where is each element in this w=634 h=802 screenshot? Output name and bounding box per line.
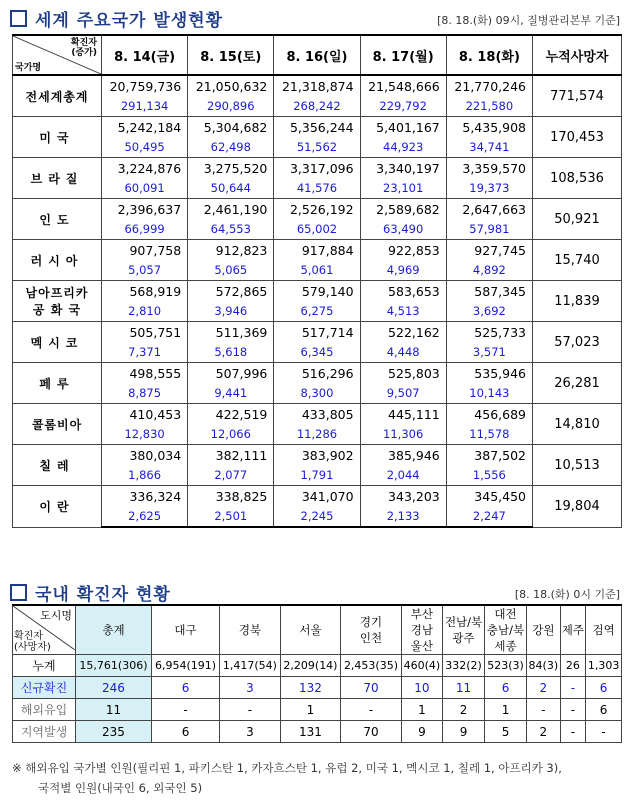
cumulative-cases-cell: 2,526,192 [274, 199, 360, 220]
cumulative-cases-cell: 579,140 [274, 281, 360, 302]
new-cases-cell: 50,644 [188, 178, 274, 199]
new-cases-cell: 8,875 [102, 383, 188, 404]
new-cases-cell: 4,892 [446, 260, 532, 281]
new-cases-cell: 9,441 [188, 383, 274, 404]
cumulative-cases-cell: 383,902 [274, 445, 360, 466]
world-cases-table [12, 34, 622, 528]
region-value-cell: 460(4) [401, 655, 442, 677]
cumulative-cases-cell: 410,453 [102, 404, 188, 425]
region-header: 총계 [76, 605, 152, 655]
region-value-cell: 235 [76, 721, 152, 743]
region-value-cell: 15,761(306) [76, 655, 152, 677]
cumulative-cases-cell: 525,803 [360, 363, 446, 384]
region-value-cell: 1 [401, 699, 442, 721]
region-value-cell: 6 [151, 721, 219, 743]
cumulative-cases-cell: 2,461,190 [188, 199, 274, 220]
cumulative-cases-cell: 917,884 [274, 240, 360, 261]
corner-top-label: 확진자 (증가) [70, 38, 97, 58]
country-name: 브라질 [13, 158, 102, 199]
country-new-row [13, 96, 622, 117]
new-cases-cell: 12,830 [102, 424, 188, 445]
new-cases-cell: 65,002 [274, 219, 360, 240]
region-value-cell: 11 [443, 677, 485, 699]
region-value-cell: - [586, 721, 622, 743]
region-value-cell: - [560, 721, 586, 743]
domestic-source-note: [8. 18.(화) 0시 기준] [514, 588, 620, 601]
cumulative-cases-cell: 3,359,570 [446, 158, 532, 179]
cumulative-cases-cell: 507,996 [188, 363, 274, 384]
corner-top-label: 도시명 [40, 609, 72, 622]
country-total-row [13, 158, 622, 179]
new-cases-cell: 19,373 [446, 178, 532, 199]
region-value-cell: 3 [220, 677, 281, 699]
footnote-line-2: 국적별 인원(내국인 6, 외국인 5) [38, 781, 203, 795]
cumulative-cases-cell: 3,317,096 [274, 158, 360, 179]
cumulative-cases-cell: 20,759,736 [102, 75, 188, 96]
region-value-cell: 6,954(191) [151, 655, 219, 677]
new-cases-cell: 9,507 [360, 383, 446, 404]
new-cases-cell: 34,741 [446, 137, 532, 158]
cumulative-deaths-cell: 11,839 [533, 281, 622, 322]
cumulative-cases-cell: 912,823 [188, 240, 274, 261]
cumulative-cases-cell: 2,647,663 [446, 199, 532, 220]
cumulative-cases-cell: 5,242,184 [102, 117, 188, 138]
region-header: 전남/북 광주 [443, 605, 485, 655]
new-cases-cell: 290,896 [188, 96, 274, 117]
cumulative-deaths-cell: 10,513 [533, 445, 622, 486]
cumulative-cases-cell: 587,345 [446, 281, 532, 302]
country-new-row [13, 383, 622, 404]
new-cases-cell: 4,513 [360, 301, 446, 322]
region-value-cell: - [527, 699, 561, 721]
cumulative-cases-cell: 568,919 [102, 281, 188, 302]
cumulative-cases-cell: 21,318,874 [274, 75, 360, 96]
cumulative-cases-cell: 2,589,682 [360, 199, 446, 220]
cumulative-cases-cell: 3,275,520 [188, 158, 274, 179]
new-cases-cell: 229,792 [360, 96, 446, 117]
country-new-row [13, 137, 622, 158]
region-value-cell: 1,417(54) [220, 655, 281, 677]
country-new-row [13, 219, 622, 240]
region-value-cell: 131 [280, 721, 341, 743]
region-value-cell: 2 [527, 677, 561, 699]
region-header: 강원 [527, 605, 561, 655]
cumulative-cases-cell: 511,369 [188, 322, 274, 343]
country-name [13, 281, 102, 322]
new-cases-cell: 11,578 [446, 424, 532, 445]
new-cases-cell: 5,618 [188, 342, 274, 363]
region-value-cell: 1 [485, 699, 527, 721]
world-title-text: 세계 주요국가 발생현황 [35, 11, 224, 31]
cumulative-cases-cell: 3,224,876 [102, 158, 188, 179]
region-header: 제주 [560, 605, 586, 655]
new-cases-cell: 11,286 [274, 424, 360, 445]
domestic-row [13, 655, 622, 677]
region-value-cell: - [560, 699, 586, 721]
region-value-cell: 523(3) [485, 655, 527, 677]
new-cases-cell: 5,061 [274, 260, 360, 281]
new-cases-cell: 221,580 [446, 96, 532, 117]
cumulative-deaths-cell: 57,023 [533, 322, 622, 363]
cumulative-cases-cell: 380,034 [102, 445, 188, 466]
new-cases-cell: 2,044 [360, 465, 446, 486]
cumulative-cases-cell: 345,450 [446, 486, 532, 507]
date-header: 8. 17(월) [360, 35, 446, 75]
new-cases-cell: 5,065 [188, 260, 274, 281]
new-cases-cell: 2,077 [188, 465, 274, 486]
new-cases-cell: 2,247 [446, 506, 532, 527]
domestic-row [13, 721, 622, 743]
region-value-cell: 9 [401, 721, 442, 743]
region-value-cell: 332(2) [443, 655, 485, 677]
region-header: 서울 [280, 605, 341, 655]
country-total-row [13, 363, 622, 384]
country-new-row [13, 506, 622, 527]
domestic-section-title [10, 580, 171, 605]
cumulative-cases-cell: 5,435,908 [446, 117, 532, 138]
new-cases-cell: 4,969 [360, 260, 446, 281]
cumulative-cases-cell: 456,689 [446, 404, 532, 425]
cumulative-cases-cell: 21,770,246 [446, 75, 532, 96]
region-header: 경기 인천 [341, 605, 402, 655]
country-total-row [13, 322, 622, 343]
region-value-cell: 10 [401, 677, 442, 699]
deaths-header: 누적사망자 [533, 35, 622, 75]
new-cases-cell: 64,553 [188, 219, 274, 240]
region-header: 대구 [151, 605, 219, 655]
new-cases-cell: 23,101 [360, 178, 446, 199]
new-cases-cell: 63,490 [360, 219, 446, 240]
domestic-corner-cell [13, 605, 76, 655]
country-new-row [13, 342, 622, 363]
region-value-cell: 3 [220, 721, 281, 743]
region-value-cell: - [151, 699, 219, 721]
region-value-cell: 6 [485, 677, 527, 699]
world-header-row [13, 35, 622, 75]
region-header: 경북 [220, 605, 281, 655]
new-cases-cell: 57,981 [446, 219, 532, 240]
country-name: 칠레 [13, 445, 102, 486]
domestic-row [13, 699, 622, 721]
new-cases-cell: 10,143 [446, 383, 532, 404]
region-header: 검역 [586, 605, 622, 655]
region-value-cell: 70 [341, 721, 402, 743]
new-cases-cell: 62,498 [188, 137, 274, 158]
row-label: 지역발생 [13, 721, 76, 743]
cumulative-cases-cell: 927,745 [446, 240, 532, 261]
cumulative-cases-cell: 907,758 [102, 240, 188, 261]
cumulative-cases-cell: 21,050,632 [188, 75, 274, 96]
country-total-row [13, 240, 622, 261]
country-total-row [13, 75, 622, 96]
new-cases-cell: 11,306 [360, 424, 446, 445]
cumulative-cases-cell: 498,555 [102, 363, 188, 384]
country-name: 멕시코 [13, 322, 102, 363]
country-total-row [13, 445, 622, 466]
footnote-line-1: ※ 해외유입 국가별 인원(필리핀 1, 파키스탄 1, 카자흐스탄 1, 유럽 2, 미국 1, 멕시코 1, 칠레 1, 아프리카 3), [12, 761, 562, 775]
cumulative-cases-cell: 21,548,666 [360, 75, 446, 96]
new-cases-cell: 2,501 [188, 506, 274, 527]
new-cases-cell: 1,866 [102, 465, 188, 486]
new-cases-cell: 5,057 [102, 260, 188, 281]
corner-bottom-label: 국가명 [15, 63, 42, 73]
date-header: 8. 18(화) [446, 35, 532, 75]
cumulative-cases-cell: 5,401,167 [360, 117, 446, 138]
date-header: 8. 14(금) [102, 35, 188, 75]
country-name: 페루 [13, 363, 102, 404]
country-total-row [13, 486, 622, 507]
world-corner-cell [13, 35, 102, 75]
cumulative-cases-cell: 572,865 [188, 281, 274, 302]
country-new-row [13, 424, 622, 445]
checkbox-square-icon [10, 584, 27, 601]
domestic-header-row [13, 605, 622, 655]
row-label: 신규확진 [13, 677, 76, 699]
new-cases-cell: 4,448 [360, 342, 446, 363]
region-value-cell: 2 [443, 699, 485, 721]
region-value-cell: 1,303 [586, 655, 622, 677]
date-header: 8. 16(일) [274, 35, 360, 75]
region-value-cell: 2,453(35) [341, 655, 402, 677]
new-cases-cell: 8,300 [274, 383, 360, 404]
cumulative-cases-cell: 517,714 [274, 322, 360, 343]
world-source-note: [8. 18.(화) 09시, 질병관리본부 기준] [437, 14, 620, 27]
cumulative-cases-cell: 525,733 [446, 322, 532, 343]
cumulative-cases-cell: 2,396,637 [102, 199, 188, 220]
new-cases-cell: 2,810 [102, 301, 188, 322]
domestic-cases-table [12, 604, 622, 743]
region-value-cell: 2,209(14) [280, 655, 341, 677]
new-cases-cell: 291,134 [102, 96, 188, 117]
region-value-cell: 5 [485, 721, 527, 743]
country-name: 전세계총계 [13, 75, 102, 117]
region-value-cell: - [220, 699, 281, 721]
world-section-title [10, 6, 223, 31]
country-new-row [13, 260, 622, 281]
country-new-row [13, 465, 622, 486]
cumulative-cases-cell: 583,653 [360, 281, 446, 302]
country-name: 미국 [13, 117, 102, 158]
cumulative-cases-cell: 341,070 [274, 486, 360, 507]
new-cases-cell: 60,091 [102, 178, 188, 199]
cumulative-cases-cell: 522,162 [360, 322, 446, 343]
new-cases-cell: 2,625 [102, 506, 188, 527]
cumulative-cases-cell: 505,751 [102, 322, 188, 343]
cumulative-cases-cell: 5,304,682 [188, 117, 274, 138]
cumulative-cases-cell: 336,324 [102, 486, 188, 507]
cumulative-deaths-cell: 50,921 [533, 199, 622, 240]
new-cases-cell: 6,275 [274, 301, 360, 322]
region-value-cell: 6 [151, 677, 219, 699]
row-label: 누계 [13, 655, 76, 677]
new-cases-cell: 12,066 [188, 424, 274, 445]
new-cases-cell: 3,571 [446, 342, 532, 363]
checkbox-square-icon [10, 10, 27, 27]
cumulative-cases-cell: 445,111 [360, 404, 446, 425]
cumulative-cases-cell: 387,502 [446, 445, 532, 466]
country-name: 러시아 [13, 240, 102, 281]
country-new-row [13, 301, 622, 322]
cumulative-cases-cell: 5,356,244 [274, 117, 360, 138]
country-total-row [13, 199, 622, 220]
country-total-row [13, 404, 622, 425]
region-value-cell: 9 [443, 721, 485, 743]
cumulative-cases-cell: 382,111 [188, 445, 274, 466]
cumulative-deaths-cell: 15,740 [533, 240, 622, 281]
new-cases-cell: 1,556 [446, 465, 532, 486]
row-label: 해외유입 [13, 699, 76, 721]
corner-bottom-label: 확진자 (사망자) [14, 631, 51, 653]
region-value-cell: 246 [76, 677, 152, 699]
new-cases-cell: 51,562 [274, 137, 360, 158]
cumulative-deaths-cell: 14,810 [533, 404, 622, 445]
new-cases-cell: 268,242 [274, 96, 360, 117]
new-cases-cell: 2,245 [274, 506, 360, 527]
region-value-cell: 70 [341, 677, 402, 699]
new-cases-cell: 41,576 [274, 178, 360, 199]
region-value-cell: 2 [527, 721, 561, 743]
region-value-cell: 132 [280, 677, 341, 699]
country-name-line: 공 화 국 [32, 303, 82, 317]
new-cases-cell: 50,495 [102, 137, 188, 158]
cumulative-cases-cell: 516,296 [274, 363, 360, 384]
cumulative-deaths-cell: 771,574 [533, 75, 622, 117]
cumulative-cases-cell: 385,946 [360, 445, 446, 466]
region-value-cell: 6 [586, 699, 622, 721]
date-header: 8. 15(토) [188, 35, 274, 75]
region-header: 부산 경남 울산 [401, 605, 442, 655]
new-cases-cell: 1,791 [274, 465, 360, 486]
cumulative-cases-cell: 433,805 [274, 404, 360, 425]
cumulative-deaths-cell: 26,281 [533, 363, 622, 404]
cumulative-cases-cell: 922,853 [360, 240, 446, 261]
new-cases-cell: 3,946 [188, 301, 274, 322]
cumulative-cases-cell: 3,340,197 [360, 158, 446, 179]
new-cases-cell: 7,371 [102, 342, 188, 363]
region-header: 대전 충남/북 세종 [485, 605, 527, 655]
cumulative-cases-cell: 338,825 [188, 486, 274, 507]
region-value-cell: 84(3) [527, 655, 561, 677]
domestic-row [13, 677, 622, 699]
cumulative-deaths-cell: 170,453 [533, 117, 622, 158]
country-name: 이란 [13, 486, 102, 528]
country-total-row [13, 281, 622, 302]
cumulative-deaths-cell: 19,804 [533, 486, 622, 528]
new-cases-cell: 44,923 [360, 137, 446, 158]
region-value-cell: - [560, 677, 586, 699]
new-cases-cell: 6,345 [274, 342, 360, 363]
region-value-cell: 26 [560, 655, 586, 677]
region-value-cell: 1 [280, 699, 341, 721]
cumulative-cases-cell: 535,946 [446, 363, 532, 384]
region-value-cell: 6 [586, 677, 622, 699]
cumulative-cases-cell: 422,519 [188, 404, 274, 425]
country-total-row [13, 117, 622, 138]
country-name-line: 남아프리카 [25, 286, 89, 300]
cumulative-deaths-cell: 108,536 [533, 158, 622, 199]
new-cases-cell: 66,999 [102, 219, 188, 240]
country-name: 콜롬비아 [13, 404, 102, 445]
region-value-cell: - [341, 699, 402, 721]
domestic-title-text: 국내 확진자 현황 [35, 585, 171, 605]
new-cases-cell: 2,133 [360, 506, 446, 527]
cumulative-cases-cell: 343,203 [360, 486, 446, 507]
region-value-cell: 11 [76, 699, 152, 721]
country-name: 인도 [13, 199, 102, 240]
new-cases-cell: 3,692 [446, 301, 532, 322]
country-new-row [13, 178, 622, 199]
